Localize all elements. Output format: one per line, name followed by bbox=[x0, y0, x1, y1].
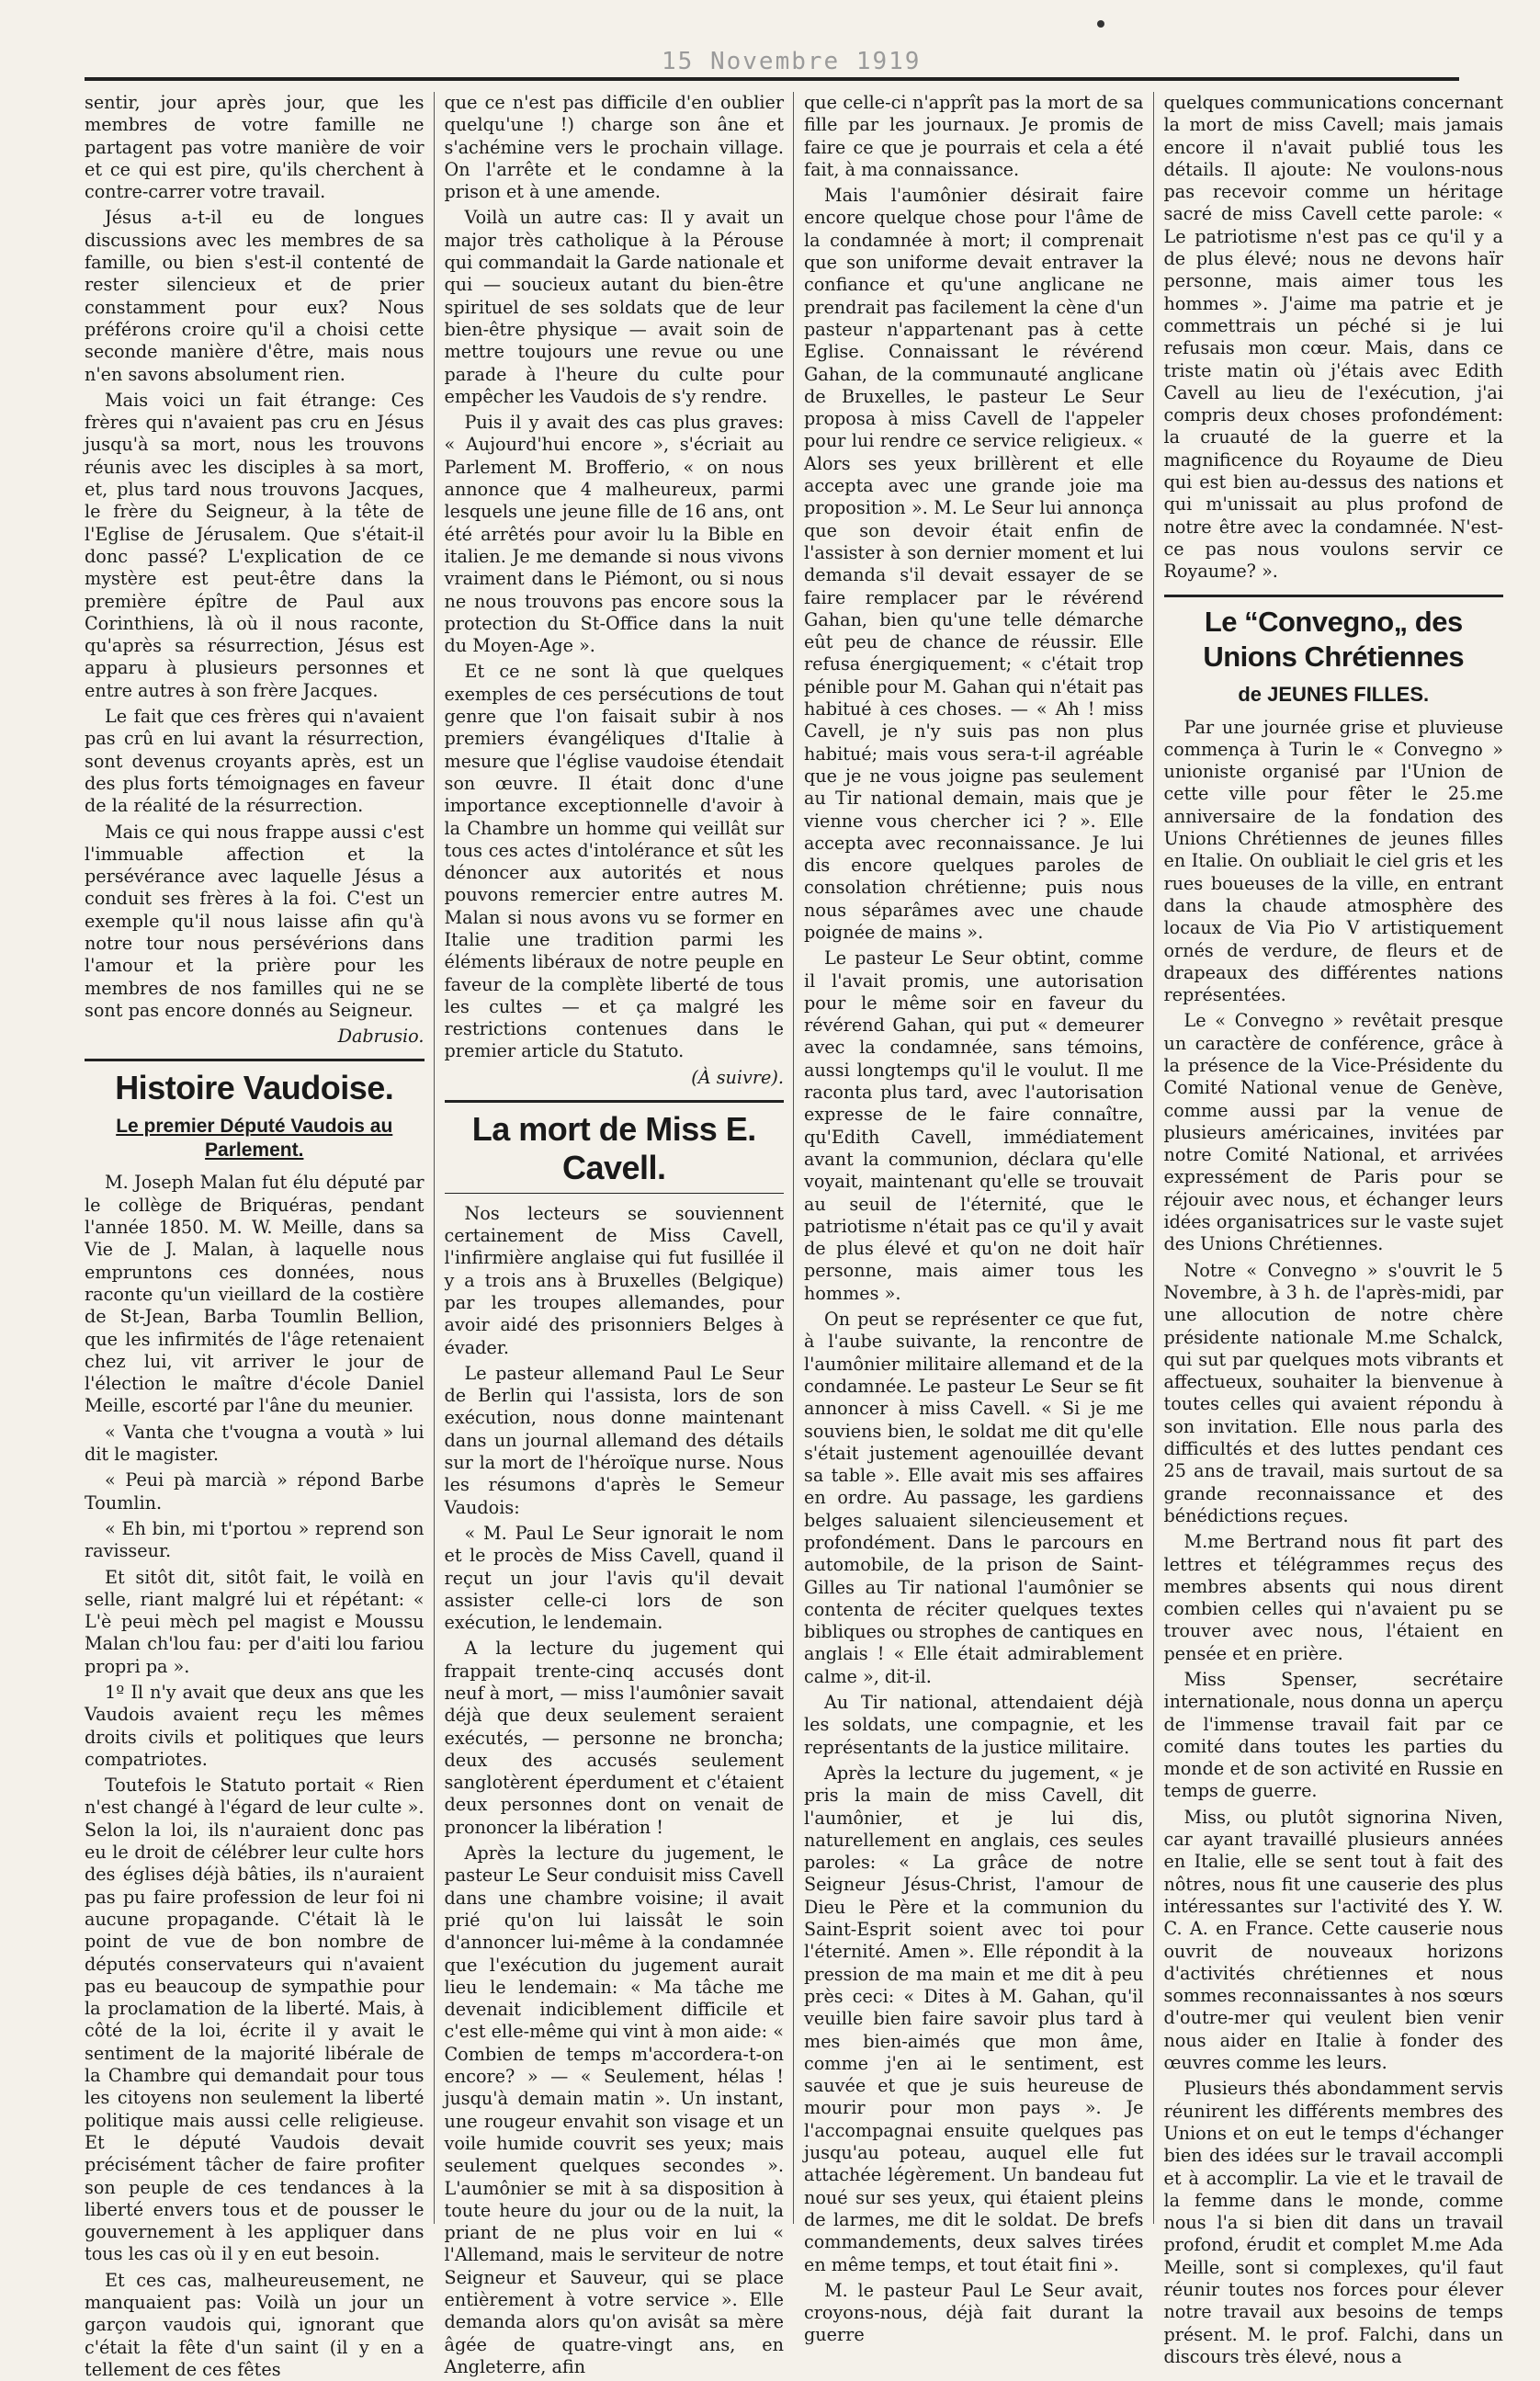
paragraph: « Eh bin, mi t'portou » reprend son ravisseur. bbox=[85, 1517, 425, 1562]
paragraph: 1º Il n'y avait que deux ans que les Vaudois avaient reçu les mêmes droits civils et politiques que leurs compatriotes. bbox=[85, 1682, 425, 1770]
article-signature: Dabrusio. bbox=[337, 1026, 425, 1048]
paragraph: Notre « Convegno » s'ouvrit le 5 Novembre, à 3 h. de l'après-midi, par une allocution de notre chère présidente nationale M.me Schalck, qui sut par quelques mots vibrants et affectueux, souhaiter la bienvenue à toutes celles qui avaient répondu à son invitation. Elle nous parla des difficultés et des luttes pendant ces 25 ans de travail, mais surtout de sa grande reconnaissance et des bénédictions reçues. bbox=[1163, 1259, 1503, 1526]
column-1 bbox=[85, 92, 425, 2380]
paragraph: Et ces cas, malheureusement, ne manquaient pas: Voilà un jour un garçon vaudois qui, ignorant que c'était la fête d'un saint (il y en a tellement de ces fêtes bbox=[85, 2269, 425, 2380]
column-3 bbox=[804, 92, 1144, 2346]
paragraph: Après la lecture du jugement, « je pris la main de miss Cavell, dit l'aumônier, et je lui dis, naturellement en anglais, ces seules paroles: « La grâce de notre Seigneur Jésus-Christ, l'amour de Dieu le Père et la communion du Saint-Esprit soient avec toi pour l'éternité. Amen ». Elle répondit à la pression de ma main et me dit à peu près ceci: « Dites à M. Gahan, qu'il veuille bien faire savoir plus tard à mes bien-aimés que mon âme, comme j'en ai le sentiment, est sauvée et que je suis heureuse de mourir pour mon pays ». Je l'accompagnai ensuite quelques pas jusqu'au poteau, auquel elle fut attachée légèrement. Un bandeau fut noué sur ses yeux, qui étaient pleins de larmes, me dit le soldat. De brefs commandements, deux salves tirées en même temps, et tout était fini ». bbox=[804, 1762, 1144, 2275]
section-subtitle: Le premier Député Vaudois au Parlement. bbox=[116, 1116, 393, 1162]
paragraph: A la lecture du jugement qui frappait trente-cinq accusés dont neuf à mort, — miss l'aumônier savait déjà que deux seulement seraient exécutés, — personne ne broncha; deux des accusés seulement sanglotèrent éperdument et c'étaient deux personnes dont on venait de prononcer la libération ! bbox=[444, 1638, 784, 1838]
paragraph: Et sitôt dit, sitôt fait, le voilà en selle, riant malgré lui et répétant: « L'è peui mèch pel magist e Moussu Malan ch'lou fau: per d'aiti lou fariou propri pa ». bbox=[85, 1566, 425, 1677]
column-2 bbox=[444, 92, 785, 2377]
paragraph: Après la lecture du jugement, le pasteur Le Seur conduisit miss Cavell dans une chambre voisine; il avait prié qu'on lui laissât le soin d'annoncer lui-même à la condamnée que l'exécution du jugement aurait lieu le lendemain: « Ma tâche me devenait indiciblement difficile et c'est elle-même qui vint à mon aide: « Combien de temps m'accordera-t-on encore? » — « Seulement, hélas ! jusqu'à demain matin ». Un instant, une rougeur envahit son visage et un voile humide couvrit ses yeux; mais seulement quelques secondes ». L'aumônier se mit à sa disposition à toute heure du jour ou de la nuit, la priant de ne plus voir en lui « l'Allemand, mais le serviteur de notre Seigneur et Sauveur, qui se place entièrement à votre service ». Elle demanda alors qu'on avisât sa mère âgée de quatre-vingt ans, en Angleterre, afin bbox=[444, 1842, 784, 2377]
paragraph: Le pasteur allemand Paul Le Seur de Berlin qui l'assista, lors de son exécution, nous donne maintenant dans un journal allemand des détails sur la mort de l'héroïque nurse. Nous les résumons d'après le Semeur Vaudois: bbox=[444, 1362, 784, 1518]
paragraph: Plusieurs thés abondamment servis réunirent les différents membres des Unions et on eut le temps d'échanger bien des idées sur le travail accompli et à accomplir. La vie et le travail de la femme dans le monde, comme nous l'a si bien dit dans un travail profond, érudit et complet M.me Ada Meille, sont si complexes, qu'il faut réunir toutes nos forces pour élever notre travail aux besoins de temps présent. M. le prof. Falchi, dans un discours très élevé, nous a bbox=[1163, 2078, 1503, 2367]
paragraph: M. Joseph Malan fut élu député par le collège de Briquéras, pendant l'année 1850. M. W. Meille, dans sa Vie de J. Malan, à laquelle nous empruntons ces données, nous raconte qu'un vieillard de la costière de St-Jean, Barba Toumlin Bellion, que les infirmités de l'âge retenaient chez lui, vit arriver le jour de l'élection le maître d'école Daniel Meille, escorté par l'âne du meunier. bbox=[85, 1172, 425, 1417]
paragraph: Et ce ne sont là que quelques exemples de ces persécutions de tout genre que l'on faisait subir à nos premiers évangéliques d'Italie à mesure que l'église vaudoise étendait son œuvre. Il était donc d'une importance exceptionnelle d'avoir à la Chambre un homme qui veillât sur tous ces actes d'intolérance et sût les dénoncer aux autorités et nous pouvons remercier entre autres M. Malan si nous avons vu se former en Italie une tradition parmi les éléments libéraux de notre peuple en faveur de la complète liberté de tous les cultes — et ça malgré les restrictions contenues dans le premier article du Statuto. bbox=[444, 661, 784, 1062]
column-4 bbox=[1163, 92, 1504, 2367]
paragraph: Nos lecteurs se souviennent certainement de Miss Cavell, l'infirmière anglaise qui fut fusillée il y a trois ans à Bruxelles (Belgique) par les troupes allemandes, pour avoir aidé des prisonniers Belges à évader. bbox=[444, 1202, 784, 1358]
section-rule bbox=[85, 1059, 425, 1061]
paragraph: quelques communications concernant la mort de miss Cavell; mais jamais encore il n'avait publié tous les détails. Il ajoute: Ne voulons-nous pas recevoir comme un héritage sacré de miss Cavell cette parole: « Le patriotisme n'est pas ce qu'il y a de plus élevé; nous ne devons haïr personne, mais aimer tous les hommes ». J'aime ma patrie et je commettrais un péché si je lui refusais mon cœur. Mais, dans ce triste matin où j'étais avec Edith Cavell au lieu de l'exécution, j'ai compris deux choses profondément: la cruauté de la guerre et la magnificence du Royaume de Dieu qui est bien au-dessus des nations et qui m'unissait au plus profond de notre être avec la condamnée. N'est-ce pas nous voulons servir ce Royaume? ». bbox=[1163, 92, 1503, 583]
paragraph: sentir, jour après jour, que les membres de votre famille ne partagent pas votre manière de voir et ce qui est pire, qu'ils cherchent à contre-carrer votre travail. bbox=[85, 92, 425, 203]
page-header-date: 15 Novembre 1919 bbox=[662, 48, 922, 75]
section-subtitle: de JEUNES FILLES. bbox=[1238, 682, 1430, 706]
paragraph: que ce n'est pas difficile d'en oublier quelqu'une !) charge son âne et s'achémine vers le prochain village. On l'arrête et le condamne à la prison et à une amende. bbox=[444, 92, 784, 203]
paragraph: « Vanta che t'vougna a voutà » lui dit le magister. bbox=[85, 1421, 425, 1466]
paragraph: Miss Spenser, secrétaire internationale, nous donna un aperçu de l'immense travail fait par ce comité dans toutes les parties du monde et de son activité en Russie en temps de guerre. bbox=[1163, 1669, 1503, 1802]
paragraph: Toutefois le Statuto portait « Rien n'est changé à l'égard de leur culte ». Selon la loi, ils n'auraient donc pas eu le droit de célébrer leur culte hors des églises déjà bâties, ils n'auraient pas pu faire profession de leur foi ni aucune propagande. C'était là le point de vue de bon nombre de députés conservateurs qui n'avaient pas eu beaucoup de sympathie pour la proclamation de la liberté. Mais, à côté de la loi, écrite il y avait le sentiment de la majorité libérale de la Chambre qui demandait pour tous les citoyens non seulement la liberté politique mais aussi celle religieuse. Et le député Vaudois devait précisément tâcher de faire profiter son peuple de ces tendances à la liberté envers tous et de pousser le gouvernement à les appliquer dans tous les cas où il y en eut besoin. bbox=[85, 1774, 425, 2265]
paragraph: Le « Convegno » revêtait presque un caractère de conférence, grâce à la présence de la Vice-Présidente du Comité National venue de Genève, comme aussi par la venue de plusieurs américaines, invitées par notre Comité National, et arrivées expressément de Paris pour se réjouir avec nous, et échanger leurs idées organisatrices sur le vaste sujet des Unions Chrétiennes. bbox=[1163, 1010, 1503, 1255]
section-rule bbox=[1164, 595, 1504, 597]
paragraph: Puis il y avait des cas plus graves: « Aujourd'hui encore », s'écriait au Parlement M. Brofferio, « on nous annonce que 4 malheureux, parmi lesquels une jeune fille de 16 ans, ont été arrêtés pour avoir lu la Bible en italien. Je me demande si nous vivons vraiment dans le Piémont, ou si nous ne nous trouvons pas encore sous la protection du St-Office dans la nuit du Moyen-Age ». bbox=[444, 412, 784, 657]
paragraph: « Peui pà marcià » répond Barbe Toumlin. bbox=[85, 1469, 425, 1514]
section-rule bbox=[445, 1100, 785, 1103]
paragraph: Mais voici un fait étrange: Ces frères qui n'avaient pas cru en Jésus jusqu'à sa mort, nous les trouvons réunis avec les disciples à sa mort, et, plus tard nous trouvons Jacques, le frère du Seigneur, à la tête de l'Eglise de Jérusalem. Que s'était-il donc passé? L'explication de ce mystère est peut-être dans la première épître de Paul aux Corinthiens, là où il nous raconte, qu'après sa résurrection, Jésus est apparu à plusieurs personnes et entre autres à son frère Jacques. bbox=[85, 389, 425, 701]
section-title: La mort de Miss E. Cavell. bbox=[471, 1109, 756, 1186]
article-columns bbox=[85, 92, 1503, 2380]
paragraph: On peut se représenter ce que fut, à l'aube suivante, la rencontre de l'aumônier militaire allemand et de la condamnée. Le pasteur Le Seur se fit annoncer à miss Cavell. « Si je me souviens bien, le soldat me dit qu'elle s'était justement agenouillée devant sa table ». Elle avait mis ses affaires en ordre. Au passage, les gardiens belges saluaient silencieusement et profondément. Dans le parcours en automobile, de la prison de Saint-Gilles au Tir national l'aumônier se contenta de réciter quelques textes bibliques ou strophes de cantiques en anglais ! « Elle était admirablement calme », dit-il. bbox=[804, 1309, 1144, 1687]
continued-note: (À suivre). bbox=[691, 1066, 784, 1088]
paragraph: Le pasteur Le Seur obtint, comme il l'avait promis, une autorisation pour le même soir en faveur du révérend Gahan, qui put « demeurer avec la condamnée, sans témoins, aussi longtemps qu'il le voulut. Il me raconta plus tard, avec l'autorisation expresse de le faire connaître, qu'Edith Cavell, immédiatement avant la communion, déclara qu'elle voyait, maintenant qu'elle se trouvait au seuil de l'éternité, que le patriotisme n'était pas ce qu'il y avait de plus élevé et qu'on ne doit haïr personne, mais aimer tous les hommes ». bbox=[804, 947, 1144, 1304]
paragraph: Mais l'aumônier désirait faire encore quelque chose pour l'âme de la condamnée à mort; il comprenait que son uniforme devait entraver la confiance et qu'une anglicane ne prendrait pas facilement la cène d'un pasteur n'appartenant pas à cette Eglise. Connaissant le révérend Gahan, de la communauté anglicane de Bruxelles, le pasteur Le Seur proposa à miss Cavell de l'appeler pour lui rendre ce service religieux. « Alors ses yeux brillèrent et elle accepta avec une grande joie ma proposition ». M. Le Seur lui annonça que son devoir était enfin de l'assister à son dernier moment et lui demanda s'il devait essayer de se faire remplacer par le révérend Gahan, bien qu'une telle démarche eût peu de chance de réussir. Elle refusa énergiquement; « c'était trop pénible pour M. Gahan qui n'était pas habitué à ces choses. — « Ah ! miss Cavell, je n'y suis pas non plus habitué; mais vous sera-t-il agréable que je ne vous joigne pas seulement au Tir national demain, mais que je vienne vous chercher ici ? ». Elle accepta avec reconnaissance. Je lui dis encore quelques paroles de consolation chrétienne; puis nous nous séparâmes avec une chaude poignée de mains ». bbox=[804, 185, 1144, 943]
paragraph: M.me Bertrand nous fit part des lettres et télégrammes reçus des membres absents qui nous dirent combien celles qui n'avaient pu se trouver avec nous, l'étaient en pensée et en prière. bbox=[1163, 1531, 1503, 1664]
ink-dot bbox=[1097, 20, 1104, 28]
paragraph: Jésus a-t-il eu de longues discussions avec les membres de sa famille, ou bien s'est-il contenté de rester silencieux et de prier constamment pour eux? Nous préférons croire qu'il a choisi cette seconde manière d'être, mais nous n'en savons absolument rien. bbox=[85, 207, 425, 385]
paragraph: « M. Paul Le Seur ignorait le nom et le procès de Miss Cavell, quand il reçut un jour l'avis qu'il devait assister celle-ci lors de son exécution, le lendemain. bbox=[444, 1522, 784, 1634]
paragraph: Mais ce qui nous frappe aussi c'est l'immuable affection et la persévérance avec laquelle Jésus a conduit ses frères à la foi. C'est un exemple qu'il nous laisse afin qu'à notre tour nous persévérions dans l'amour et la prière pour les membres de nos familles qui ne se sont pas encore donnés au Seigneur. bbox=[85, 821, 425, 1021]
paragraph: Voilà un autre cas: Il y avait un major très catholique à la Pérouse qui commandait la Garde nationale et qui — soucieux autant du bien-être spirituel de ses soldats que de leur bien-être physique — avait soin de mettre toujours une revue ou une parade à l'heure du culte pour empêcher les Vaudois de s'y rendre. bbox=[444, 207, 784, 407]
paragraph: que celle-ci n'apprît pas la mort de sa fille par les journaux. Je promis de faire ce que je pourrais et cela a été fait, à ma connaissance. bbox=[804, 92, 1144, 180]
paragraph: Le fait que ces frères qui n'avaient pas crû en lui avant la résurrection, sont devenus croyants après, est un des plus forts témoignages en faveur de la réalité de la résurrection. bbox=[85, 706, 425, 817]
title-rule bbox=[445, 1193, 785, 1194]
section-title: Histoire Vaudoise. bbox=[115, 1069, 394, 1107]
paragraph: Au Tir national, attendaient déjà les soldats, une compagnie, et les représentants de la justice militaire. bbox=[804, 1692, 1144, 1758]
header-rule bbox=[85, 77, 1459, 81]
section-title: Le “Convegno„ des Unions Chrétiennes bbox=[1203, 605, 1465, 673]
paragraph: Par une journée grise et pluvieuse commença à Turin le « Convegno » unioniste organisé par l'Union de cette ville pour fêter le 25.me anniversaire de la fondation des Unions Chrétiennes de jeunes filles en Italie. On oubliait le ciel gris et les rues boueuses de la ville, en entrant dans la chaude atmosphère des locaux de Via Pio V artistiquement ornés de verdure, de fleurs et de drapeaux des différentes nations représentées. bbox=[1163, 716, 1503, 1006]
paragraph: Miss, ou plutôt signorina Niven, car ayant travaillé plusieurs années en Italie, elle se sent tout à fait des nôtres, nous fit une causerie des plus intéressantes sur l'activité des Y. W. C. A. en France. Cette causerie nous ouvrit de nouveaux horizons d'activités chrétiennes et nous sommes reconnaissantes à nos sœurs d'outre-mer qui veulent bien venir nous aider en Italie à fonder des œuvres comme les leurs. bbox=[1163, 1806, 1503, 2074]
paragraph: M. le pasteur Paul Le Seur avait, croyons-nous, déjà fait durant la guerre bbox=[804, 2279, 1144, 2346]
